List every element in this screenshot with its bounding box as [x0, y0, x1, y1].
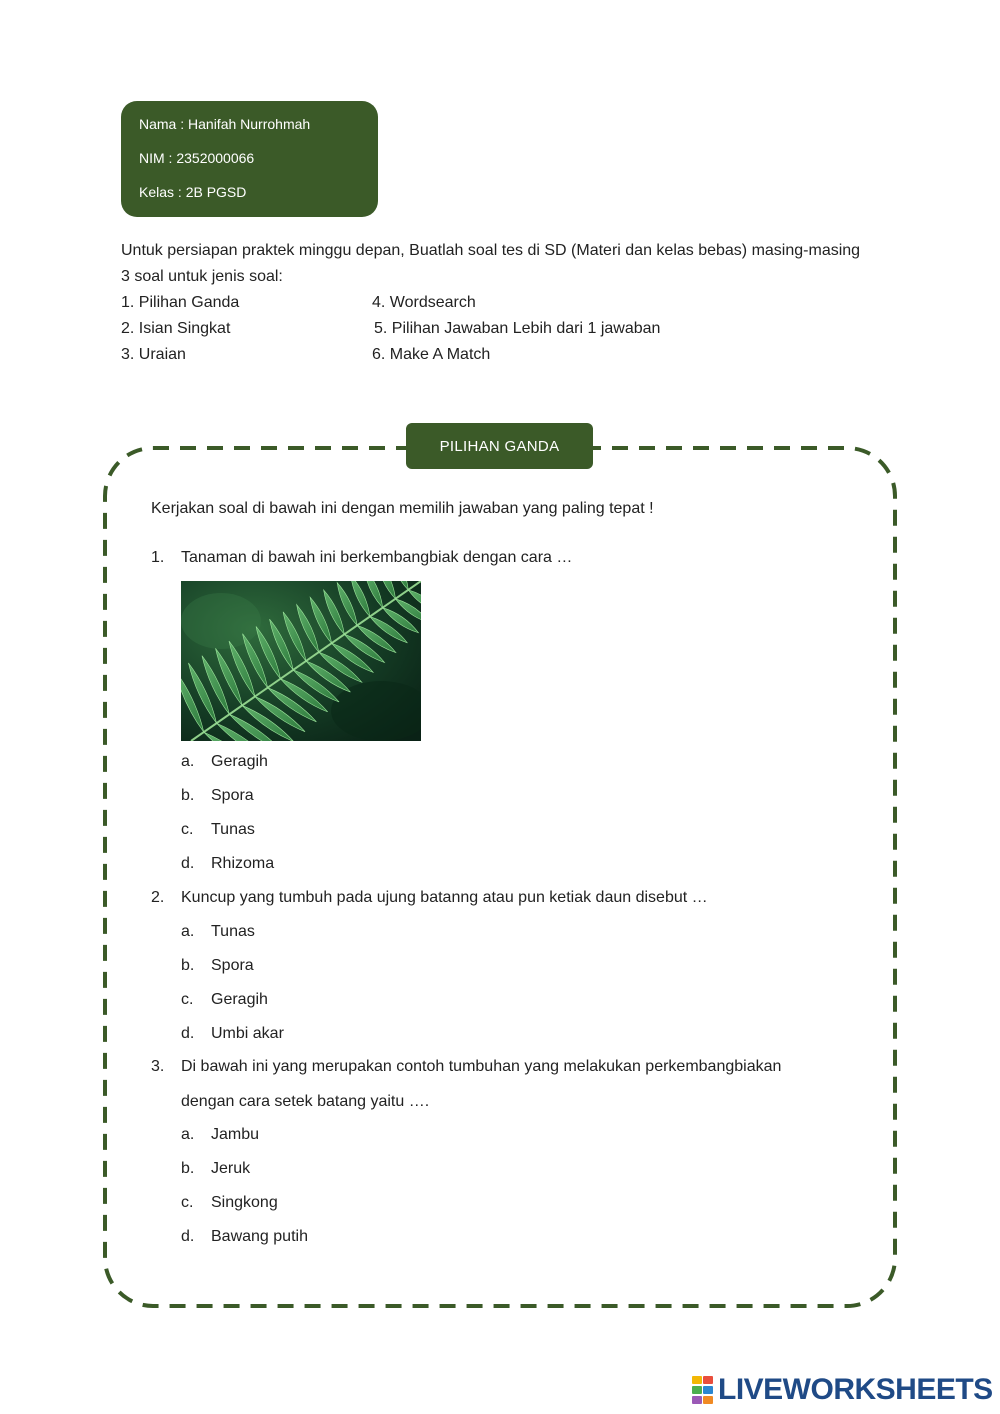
- liveworksheets-logo[interactable]: [692, 1372, 993, 1408]
- type-item: 3. Uraian: [121, 346, 186, 363]
- logo-blocks-icon: [692, 1376, 714, 1404]
- option-text: Singkong: [211, 1194, 278, 1211]
- option-text: Tunas: [211, 821, 255, 838]
- option-letter: d.: [181, 1228, 195, 1245]
- question-number: 2.: [151, 889, 165, 906]
- option-text: Bawang putih: [211, 1228, 308, 1245]
- question-text: Di bawah ini yang merupakan contoh tumbuhan yang melakukan perkembangbiakan: [181, 1058, 782, 1075]
- type-item: 4. Wordsearch: [372, 294, 476, 311]
- intro-text: Untuk persiapan praktek minggu depan, Buatlah soal tes di SD (Materi dan kelas bebas) masing-masing 3 soal untuk jenis soal:: [121, 242, 861, 285]
- instruction-text: Kerjakan soal di bawah ini dengan memilih jawaban yang paling tepat !: [151, 500, 654, 517]
- type-item: 5. Pilihan Jawaban Lebih dari 1 jawaban: [374, 320, 661, 337]
- logo-text: LIVEWORKSHEETS: [718, 1373, 993, 1406]
- option-letter: b.: [181, 957, 195, 974]
- option-letter: b.: [181, 787, 195, 804]
- option-text: Rhizoma: [211, 855, 275, 872]
- section-dashed-border: [100, 440, 900, 1310]
- fern-image: [181, 581, 421, 741]
- question-text: Tanaman di bawah ini berkembangbiak dengan cara …: [181, 549, 573, 566]
- option-letter: c.: [181, 991, 194, 1008]
- option-text: Geragih: [211, 991, 268, 1008]
- option-text: Tunas: [211, 923, 255, 940]
- option-letter: d.: [181, 855, 195, 872]
- option-letter: b.: [181, 1160, 195, 1177]
- type-item: 1. Pilihan Ganda: [121, 294, 240, 311]
- student-name: Nama : Hanifah Nurrohmah: [139, 116, 311, 132]
- option-text: Umbi akar: [211, 1025, 284, 1042]
- option-letter: c.: [181, 1194, 194, 1211]
- question-number: 3.: [151, 1058, 165, 1075]
- student-nim: NIM : 2352000066: [139, 150, 255, 166]
- question-text: Kuncup yang tumbuh pada ujung batanng atau pun ketiak daun disebut …: [181, 889, 708, 906]
- student-info-box: [121, 101, 378, 217]
- type-item: 2. Isian Singkat: [121, 320, 231, 337]
- question-text-line-2: dengan cara setek batang yaitu ….: [181, 1093, 430, 1110]
- option-letter: d.: [181, 1025, 195, 1042]
- option-letter: a.: [181, 1126, 195, 1143]
- section-title-badge: PILIHAN GANDA: [406, 423, 593, 469]
- option-text: Spora: [211, 957, 254, 974]
- type-item: 6. Make A Match: [372, 346, 491, 363]
- student-class: Kelas : 2B PGSD: [139, 184, 247, 200]
- option-text: Jambu: [211, 1126, 260, 1143]
- option-text: Jeruk: [211, 1160, 251, 1177]
- option-text: Geragih: [211, 753, 268, 770]
- option-text: Spora: [211, 787, 254, 804]
- option-letter: a.: [181, 753, 195, 770]
- question-number: 1.: [151, 549, 165, 566]
- option-letter: a.: [181, 923, 195, 940]
- option-letter: c.: [181, 821, 194, 838]
